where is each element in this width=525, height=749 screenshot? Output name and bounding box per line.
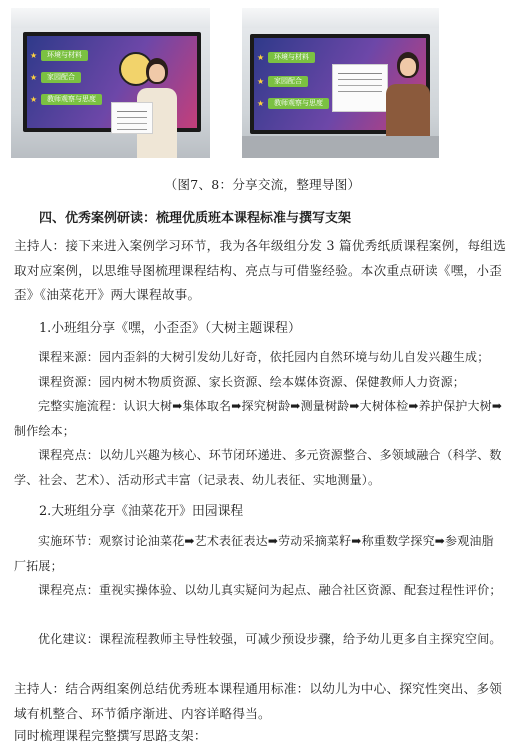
case1-source: 课程来源：园内歪斜的大树引发幼儿好奇，依托园内自然环境与幼儿自发兴趣生成； xyxy=(38,350,490,364)
star-icon: ★ xyxy=(257,53,265,62)
case2-title: 2.大班组分享《油菜花开》田园课程 xyxy=(39,504,244,519)
mind-map-paper xyxy=(111,102,153,134)
photo-sharing-right xyxy=(242,8,439,158)
star-icon: ★ xyxy=(30,51,38,60)
slide-item: 教师观察与思度 xyxy=(41,94,102,105)
writing-framework-intro: 同时梳理课程完整撰写思路支架： xyxy=(14,728,207,743)
case1-title: 1.小班组分享《嘿，小歪歪》（大树主题课程） xyxy=(39,321,301,336)
slide-item: 家园配合 xyxy=(41,72,81,83)
case2-steps: 实施环节：观察讨论油菜花➡艺术表征表达➡劳动采摘菜籽➡称重数学探究➡参观油脂厂拓展； xyxy=(14,534,494,573)
case1-flow: 完整实施流程：认识大树➡集体取名➡探究树龄➡测量树龄➡大树体检➡养护保护大树➡制作绘本； xyxy=(14,399,503,438)
case1-highlights: 课程亮点：以幼儿兴趣为核心、环节闭环递进、多元资源整合、多领域融合（科学、数学、社会、艺术）、活动形式丰富（记录表、幼儿表征、实地测量）。 xyxy=(14,448,502,487)
star-icon: ★ xyxy=(30,95,38,104)
star-icon: ★ xyxy=(30,73,38,82)
slide-item: 环境与材料 xyxy=(41,50,88,61)
case2-suggestion: 优化建议：课程流程教师主导性较强，可减少预设步骤，给予幼儿更多自主探究空间。 xyxy=(38,632,502,646)
host-summary-paragraph: 主持人：结合两组案例总结优秀班本课程通用标准：以幼儿为中心、探究性突出、多领域有机整合、环节循序渐进、内容详略得当。 xyxy=(14,681,503,721)
star-icon: ★ xyxy=(257,99,265,108)
case1-resources: 课程资源：园内树木物质资源、家长资源、绘本媒体资源、保健教师人力资源； xyxy=(38,375,466,389)
case2-highlights: 课程亮点：重视实操体验、以幼儿真实疑问为起点、融合社区资源、配套过程性评价； xyxy=(38,583,502,597)
slide-item: 环境与材料 xyxy=(268,52,315,63)
slide-item: 教师观察与思度 xyxy=(268,98,329,109)
slide-item: 家园配合 xyxy=(268,76,308,87)
photo-sharing-left xyxy=(11,8,210,158)
host-intro-paragraph: 主持人：接下来进入案例学习环节，我为各年级组分发 3 篇优秀纸质课程案例，每组选取对应案例，以思维导图梳理课程结构、亮点与可借鉴经验。本次重点研读《嘿，小歪歪》《油菜花开》两大课程故事。 xyxy=(14,238,506,302)
figure-caption: （图7、8：分享交流，整理导图） xyxy=(164,177,361,192)
section-heading: 四、优秀案例研读：梳理优质班本课程标准与撰写支架 xyxy=(39,211,352,226)
star-icon: ★ xyxy=(257,77,265,86)
